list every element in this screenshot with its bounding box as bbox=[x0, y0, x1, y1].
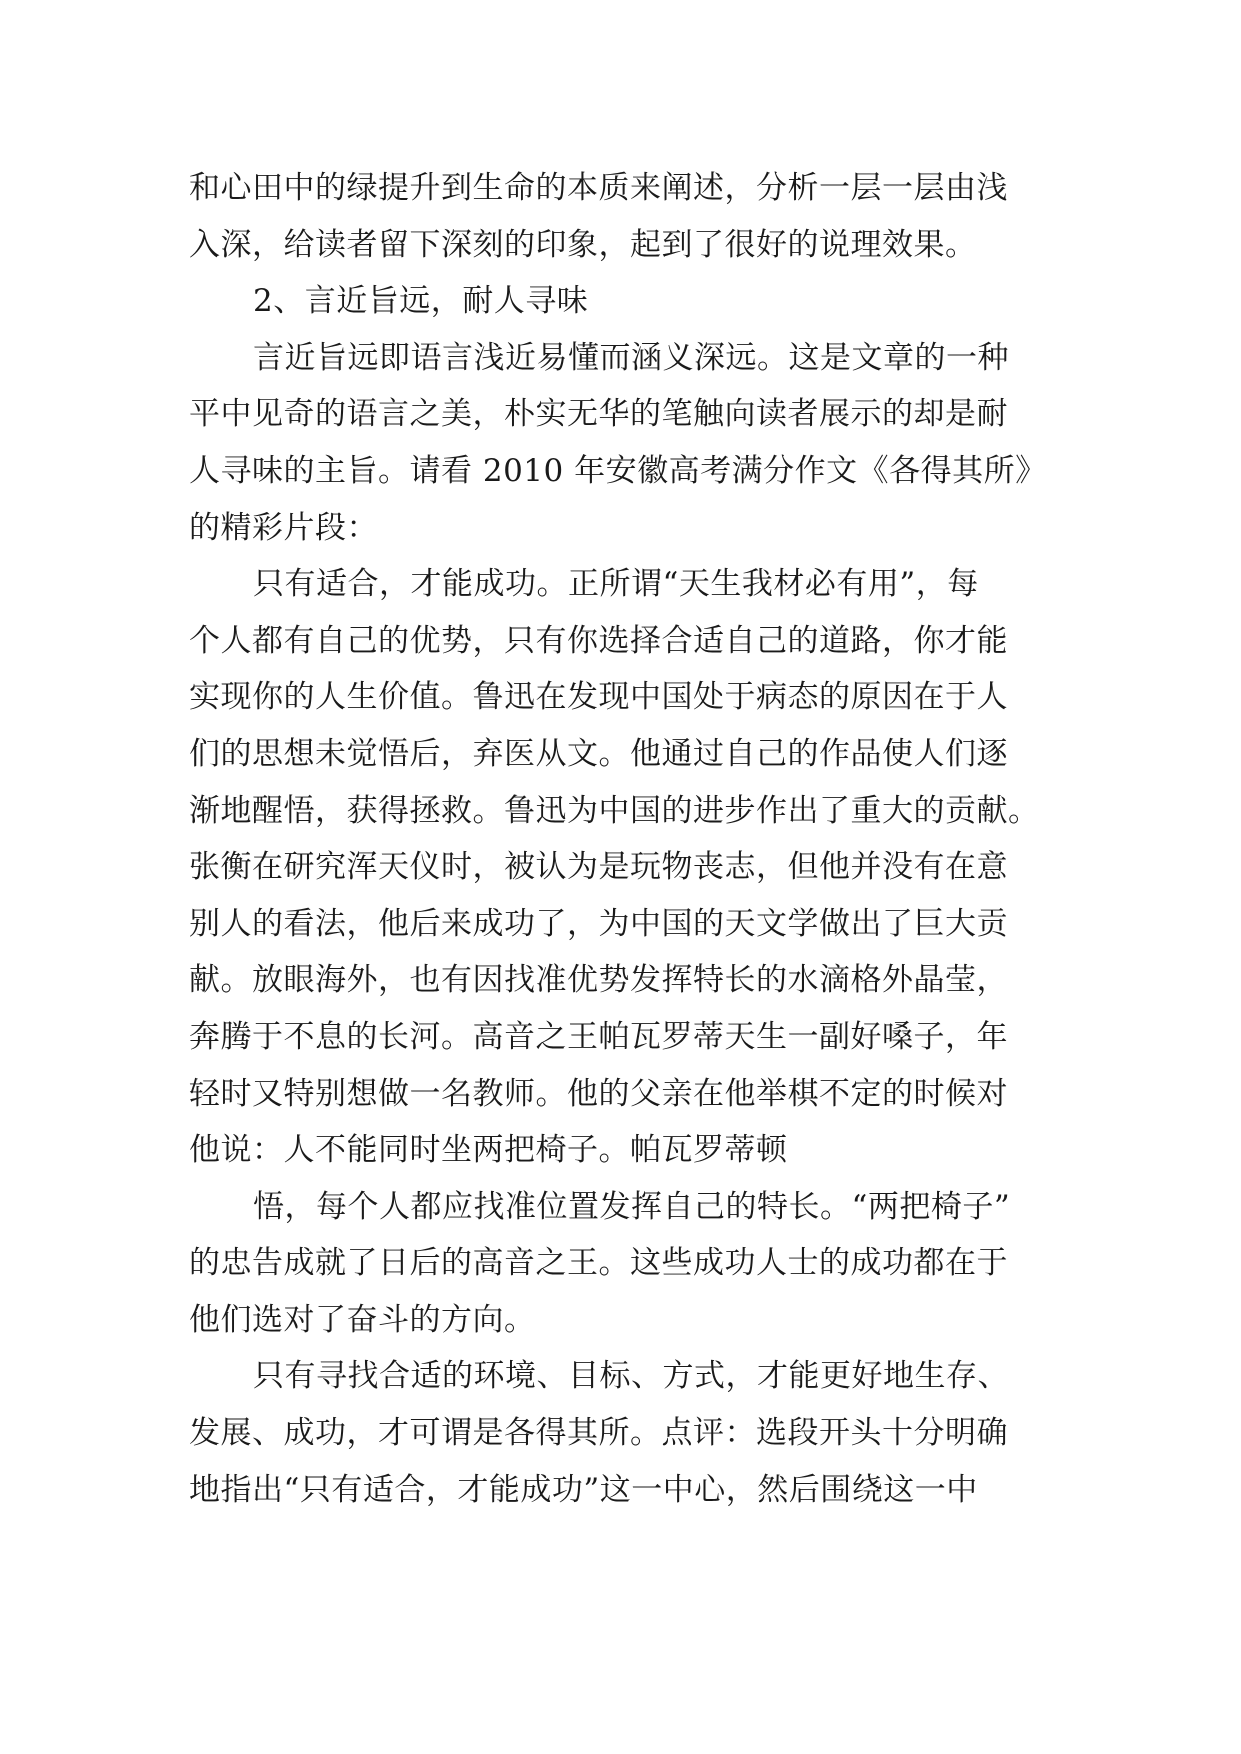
text-line: 只有适合，才能成功。正所谓“天生我材必有用”，每 bbox=[253, 566, 979, 603]
text-line: 发展、成功，才可谓是各得其所。点评：选段开头十分明确 bbox=[189, 1415, 1008, 1452]
text-line: 张衡在研究浑天仪时，被认为是玩物丧志，但他并没有在意 bbox=[189, 849, 1008, 886]
text-line: 轻时又特别想做一名教师。他的父亲在他举棋不定的时候对 bbox=[189, 1075, 1008, 1112]
text-line: 实现你的人生价值。鲁迅在发现中国处于病态的原因在于人 bbox=[189, 679, 1008, 716]
text-line: 平中见奇的语言之美，朴实无华的笔触向读者展示的却是耐 bbox=[189, 396, 1008, 433]
text-line: 渐地醒悟，获得拯救。鲁迅为中国的进步作出了重大的贡献。 bbox=[189, 792, 1040, 829]
text-line: 入深，给读者留下深刻的印象，起到了很好的说理效果。 bbox=[189, 226, 977, 263]
section-heading: 2、言近旨远，耐人寻味 bbox=[253, 283, 589, 320]
text-line: 他说：人不能同时坐两把椅子。帕瓦罗蒂顿 bbox=[189, 1132, 788, 1169]
body-text bbox=[189, 160, 1064, 1518]
text-line: 只有寻找合适的环境、目标、方式，才能更好地生存、 bbox=[253, 1358, 1009, 1395]
text-line: 奔腾于不息的长河。高音之王帕瓦罗蒂天生一副好嗓子，年 bbox=[189, 1018, 1008, 1055]
text-line: 人寻味的主旨。请看 2010 年安徽高考满分作文《各得其所》 bbox=[189, 452, 1047, 489]
text-line: 地指出“只有适合，才能成功”这一中心，然后围绕这一中 bbox=[189, 1471, 978, 1508]
text-line: 献。放眼海外，也有因找准优势发挥特长的水滴格外晶莹， bbox=[189, 962, 1008, 999]
text-line: 的忠告成就了日后的高音之王。这些成功人士的成功都在于 bbox=[189, 1245, 1008, 1282]
text-line: 和心田中的绿提升到生命的本质来阐述，分析一层一层由浅 bbox=[189, 170, 1008, 206]
text-line: 悟，每个人都应找准位置发挥自己的特长。“两把椅子” bbox=[253, 1188, 1011, 1225]
text-line: 别人的看法，他后来成功了，为中国的天文学做出了巨大贡 bbox=[189, 905, 1008, 942]
text-line: 言近旨远即语言浅近易懂而涵义深远。这是文章的一种 bbox=[253, 339, 1009, 376]
text-line: 他们选对了奋斗的方向。 bbox=[189, 1301, 536, 1338]
text-line: 个人都有自己的优势，只有你选择合适自己的道路，你才能 bbox=[189, 622, 1008, 659]
text-line: 的精彩片段： bbox=[189, 509, 378, 546]
text-line: 们的思想未觉悟后，弃医从文。他通过自己的作品使人们逐 bbox=[189, 735, 1008, 772]
